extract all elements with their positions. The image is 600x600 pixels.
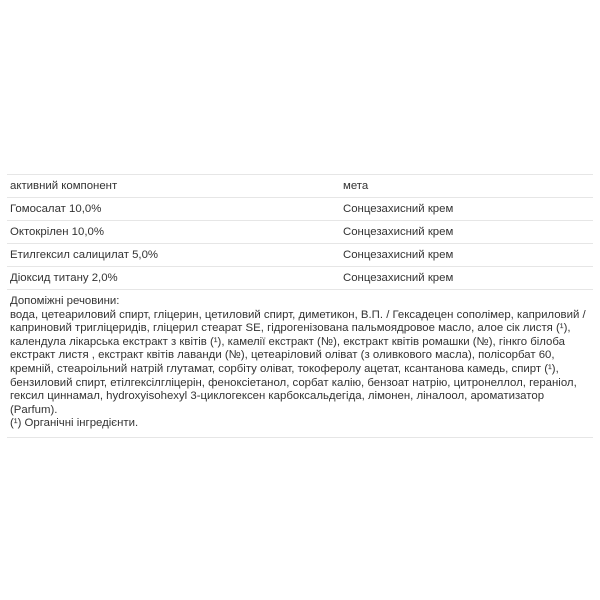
excipients-title: Допоміжні речовини:	[10, 295, 120, 307]
active-ingredients-table	[7, 174, 593, 290]
ingredients-section	[7, 174, 593, 438]
excipients-line: бензиловий спирт, етілгексілгліцерін, феноксіетанол, сорбат калію, бензоат натрію, цитронеллол, геранiол,	[10, 376, 577, 389]
table-header-row	[7, 175, 593, 198]
table-row	[7, 221, 593, 244]
purpose-cell: Сонцезахисний крем	[340, 244, 593, 267]
organic-footnote: (¹) Органічні інгредієнти.	[10, 417, 139, 430]
excipients-block	[7, 290, 593, 438]
table-row	[7, 244, 593, 267]
component-cell: Гомосалат 10,0%	[7, 198, 340, 221]
header-active-component: активний компонент	[7, 175, 340, 198]
excipients-line: екстракт листя , екстракт квітів лаванди (№), цетеаріловий оліват (з оливкового масла), полісорбат 60,	[10, 349, 555, 362]
excipients-line: календула лікарська екстракт з квітів (¹), камелії екстракт (№), екстракт квітів ромашки (№), гінкго білоба	[10, 335, 565, 348]
excipients-line: каприновий тригліцеридів, гліцерил стеарат SE, гідрогенізована пальмоядровое масло, алое сік листя (¹),	[10, 322, 571, 335]
excipients-line: вода, цетеариловий спирт, гліцерин, цетиловий спирт, диметикон, В.П. / Гексадецен сополімер, каприловий /	[10, 308, 586, 321]
header-purpose: мета	[340, 175, 593, 198]
purpose-cell: Сонцезахисний крем	[340, 221, 593, 244]
component-cell: Етилгексил салицилат 5,0%	[7, 244, 340, 267]
purpose-cell: Сонцезахисний крем	[340, 267, 593, 290]
table-row	[7, 198, 593, 221]
component-cell: Діоксид титану 2,0%	[7, 267, 340, 290]
component-cell: Октокрілен 10,0%	[7, 221, 340, 244]
purpose-cell: Сонцезахисний крем	[340, 198, 593, 221]
excipients-line: кремній, стеароільний натрій глутамат, сорбіту оліват, токоферолу ацетат, ксантанова камедь, спирт (¹),	[10, 362, 559, 375]
table-row	[7, 267, 593, 290]
excipients-line: гексил циннамал, hydroxyisohexyl 3-циклогексен карбоксальдегіда, лімонен, ліналоол, ароматизатор (Parfum).	[10, 390, 545, 416]
